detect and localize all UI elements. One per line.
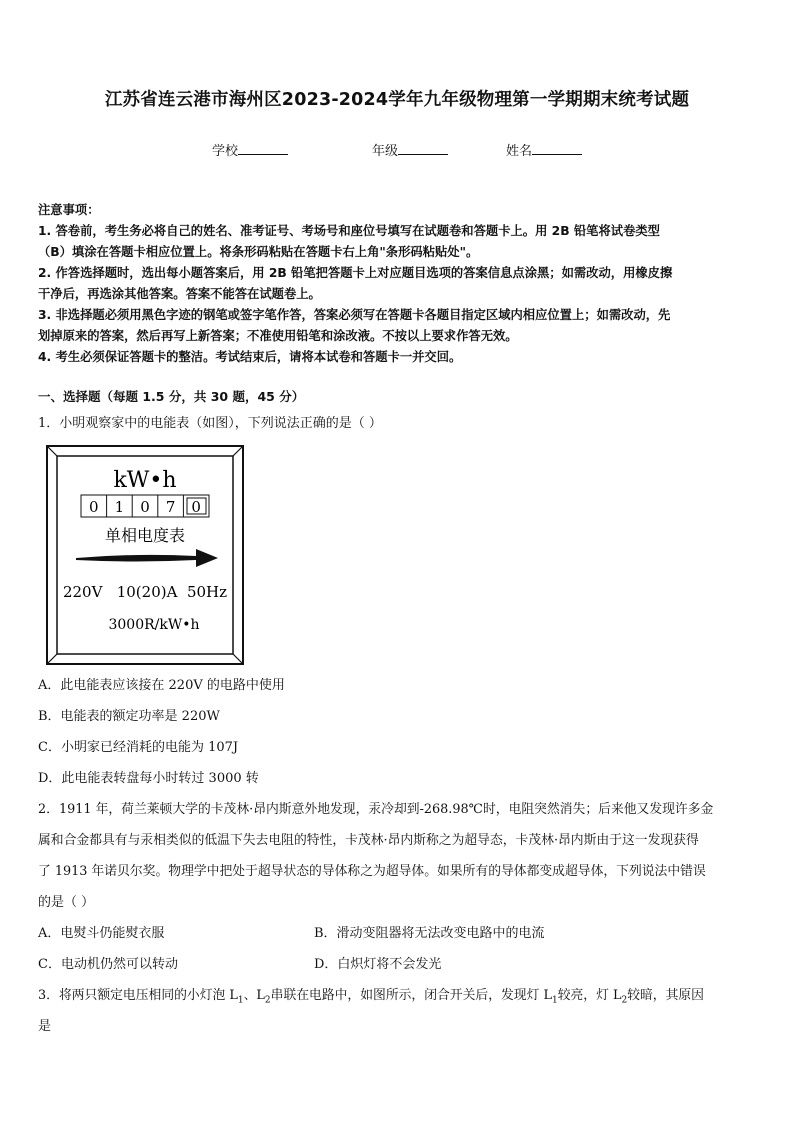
notice-heading: 注意事项： [38, 203, 100, 217]
notice-line: 干净后，再选涂其他答案。答案不能答在试题卷上。 [38, 287, 321, 301]
grade-field [372, 140, 448, 159]
meter-arrow-icon [76, 549, 218, 567]
notice-line: （B）填涂在答题卡相应位置上。将条形码粘贴在答题卡右上角"条形码粘贴处"。 [38, 245, 479, 259]
q2-option-d[interactable]: D．白炽灯将不会发光 [314, 957, 442, 972]
notice-line: 3. 非选择题必须用黑色字迹的钢笔或签字笔作答，答案必须写在答题卡各题目指定区域内相应位置上；如需改动，先 [38, 308, 671, 322]
q3-subscript: 2 [621, 995, 628, 1006]
meter-digit: 0 [140, 498, 150, 516]
q3-text: 较暗，其原因 [627, 988, 704, 1003]
q1-option-c[interactable]: C．小明家已经消耗的电能为 107J [38, 740, 239, 755]
q2-option-a[interactable]: A．电熨斗仍能熨衣服 [38, 926, 165, 941]
meter-digit-decimal: 0 [191, 498, 201, 516]
question-2-line: 的是（ ） [38, 895, 95, 910]
meter-digit: 1 [114, 498, 125, 516]
section-heading: 一、选择题（每题 1.5 分，共 30 题，45 分） [38, 389, 305, 404]
q3-subscript: 1 [551, 995, 558, 1006]
meter-spec: 220V 10(20)A 50Hz [62, 583, 228, 601]
q3-text: 串联在电路中，如图所示，闭合开关后，发现灯 L [270, 988, 552, 1003]
question-3-line: 是 [38, 1019, 52, 1034]
q1-option-b[interactable]: B．电能表的额定功率是 220W [38, 709, 220, 724]
notice-line: 4. 考生必须保证答题卡的整洁。考试结束后，请将本试卷和答题卡一并交回。 [38, 350, 462, 364]
name-label: 姓名 [506, 144, 533, 159]
question-1-stem: 1．小明观察家中的电能表（如图），下列说法正确的是（ ） [38, 416, 382, 431]
notice-line: 1. 答卷前，考生务必将自己的姓名、准考证号、考场号和座位号填写在试题卷和答题卡上。用 2B 铅笔将试卷类型 [38, 224, 660, 238]
q3-subscript: 2 [264, 995, 271, 1006]
name-field [506, 140, 582, 159]
school-label: 学校 [212, 144, 239, 159]
question-3-line [38, 980, 704, 1017]
school-blank[interactable] [238, 141, 288, 155]
notice-block [38, 200, 758, 368]
meter-digit: 0 [89, 498, 99, 516]
q1-option-a[interactable]: A．此电能表应该接在 220V 的电路中使用 [38, 678, 285, 693]
q2-option-b[interactable]: B．滑动变阻器将无法改变电路中的电流 [314, 926, 545, 941]
name-blank[interactable] [532, 141, 582, 155]
school-field [212, 140, 288, 159]
grade-blank[interactable] [398, 141, 448, 155]
page-title: 江苏省连云港市海州区2023-2024学年九年级物理第一学期期末统考试题 [104, 90, 690, 110]
q3-text: 、L [243, 988, 265, 1003]
q2-option-c[interactable]: C．电动机仍然可以转动 [38, 957, 178, 972]
notice-line: 2. 作答选择题时，选出每小题答案后，用 2B 铅笔把答题卡上对应题目选项的答案信息点涂黑；如需改动，用橡皮擦 [38, 266, 673, 280]
meter-rate: 3000R/kW•h [108, 617, 200, 633]
grade-label: 年级 [372, 144, 399, 159]
q1-option-d[interactable]: D．此电能表转盘每小时转过 3000 转 [38, 771, 259, 786]
question-2-line: 属和合金都具有与汞相类似的低温下失去电阻的特性，卡茂林·昂内斯称之为超导态，卡茂林·昂内斯由于这一发现获得 [38, 833, 699, 848]
notice-line: 划掉原来的答案，然后再写上新答案；不准使用铅笔和涂改液。不按以上要求作答无效。 [38, 329, 518, 343]
q3-text: 3．将两只额定电压相同的小灯泡 L [38, 988, 238, 1003]
meter-unit: kW•h [113, 468, 177, 493]
q3-text: 较亮，灯 L [557, 988, 622, 1003]
electric-meter-figure [46, 445, 244, 665]
q3-subscript: 1 [237, 995, 244, 1006]
question-2-line: 了 1913 年诺贝尔奖。物理学中把处于超导状态的导体称之为超导体。如果所有的导体都变成超导体，下列说法中错误 [38, 864, 706, 879]
question-2-line: 2．1911 年，荷兰莱顿大学的卡茂林·昂内斯意外地发现，汞冷却到-268.98℃时，电阻突然消失；后来他又发现许多金 [38, 802, 714, 817]
meter-digit: 7 [165, 498, 176, 516]
meter-name: 单相电度表 [104, 526, 186, 545]
